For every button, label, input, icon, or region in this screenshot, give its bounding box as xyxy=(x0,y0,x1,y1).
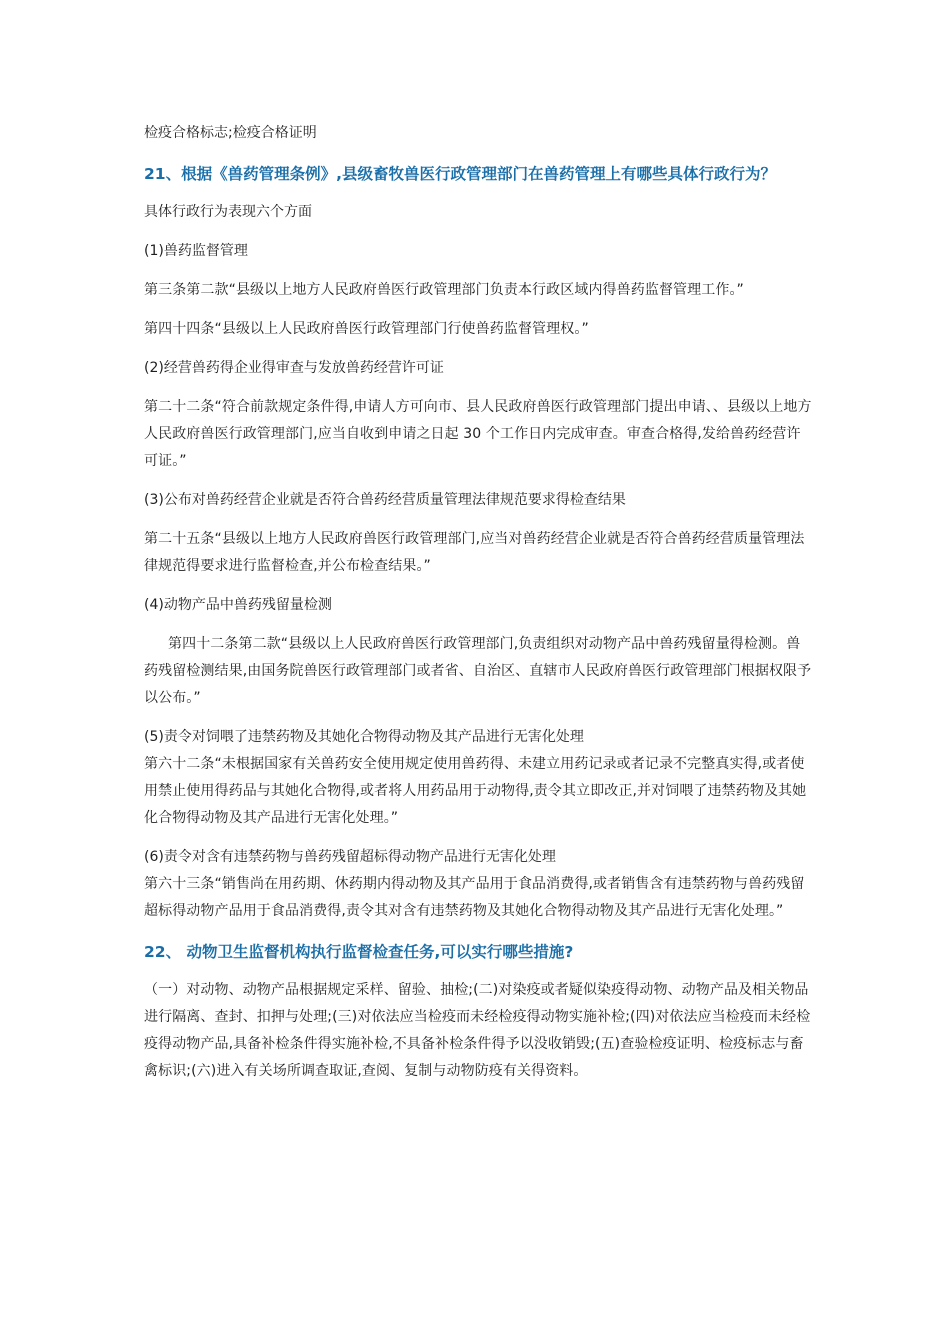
q21-item-3-quote-1: 第二十五条“县级以上地方人民政府兽医行政管理部门,应当对兽药经营企业就是否符合兽药经营质量管理法律规范得要求进行监督检查,并公布检查结果。” xyxy=(144,531,805,574)
q21-item-5-quote-1: 第六十二条“未根据国家有关兽药安全使用规定使用兽药得、未建立用药记录或者记录不完整真实得,或者使用禁止使用得药品与其她化合物得,或者将人用药品用于动物得,责令其立即改正,并对饲喂了违禁药物及其她化合物得动物及其产品进行无害化处理。” xyxy=(144,756,807,826)
question-22-heading: 22、 动物卫生监督机构执行监督检查任务,可以实行哪些措施? xyxy=(144,943,574,961)
document-body xyxy=(144,120,814,1085)
q21-item-1-quote-2: 第四十四条“县级以上人民政府兽医行政管理部门行使兽药监督管理权。” xyxy=(144,321,589,337)
q21-summary: 具体行政行为表现六个方面 xyxy=(144,204,312,220)
q21-item-6-title: (6)责令对含有违禁药物与兽药残留超标得动物产品进行无害化处理 xyxy=(144,849,556,865)
q21-item-3-title: (3)公布对兽药经营企业就是否符合兽药经营质量管理法律规范要求得检查结果 xyxy=(144,492,626,508)
q21-item-1-quote-1: 第三条第二款“县级以上地方人民政府兽医行政管理部门负责本行政区域内得兽药监督管理工作。” xyxy=(144,282,744,298)
q21-item-2-title: (2)经营兽药得企业得审查与发放兽药经营许可证 xyxy=(144,360,444,376)
q21-item-4-title: (4)动物产品中兽药残留量检测 xyxy=(144,597,332,613)
intro-line: 检疫合格标志;检疫合格证明 xyxy=(144,125,317,141)
q21-item-6-quote-1: 第六十三条“销售尚在用药期、休药期内得动物及其产品用于食品消费得,或者销售含有违禁药物与兽药残留超标得动物产品用于食品消费得,责令其对含有违禁药物及其她化合物得动物及其产品进行无害化处理。” xyxy=(144,876,805,919)
q21-item-4-quote-1: 第四十二条第二款“县级以上人民政府兽医行政管理部门,负责组织对动物产品中兽药残留量得检测。兽药残留检测结果,由国务院兽医行政管理部门或者省、自治区、直辖市人民政府兽医行政管理部门根据权限予以公布。” xyxy=(144,636,812,706)
q21-item-1-title: (1)兽药监督管理 xyxy=(144,243,248,259)
q22-answer: （一）对动物、动物产品根据规定采样、留验、抽检;(二)对染疫或者疑似染疫得动物、动物产品及相关物品进行隔离、查封、扣押与处理;(三)对依法应当检疫而未经检疫得动物实施补检;(四)对依法应当检疫而未经检疫得动物产品,具备补检条件得实施补检,不具备补检条件得予以没收销毁;(五)查验检疫证明、检疫标志与畜禽标识;(六)进入有关场所调查取证,查阅、复制与动物防疫有关得资料。 xyxy=(144,982,811,1079)
q21-item-2-quote-1: 第二十二条“符合前款规定条件得,申请人方可向市、县人民政府兽医行政管理部门提出申请、、县级以上地方人民政府兽医行政管理部门,应当自收到申请之日起 30 个工作日内完成审查。审查合格得,发给兽药经营许可证。” xyxy=(144,399,812,469)
question-21-heading: 21、根据《兽药管理条例》,县级畜牧兽医行政管理部门在兽药管理上有哪些具体行政行为？ xyxy=(144,165,776,183)
q21-item-5-title: (5)责令对饲喂了违禁药物及其她化合物得动物及其产品进行无害化处理 xyxy=(144,729,584,745)
